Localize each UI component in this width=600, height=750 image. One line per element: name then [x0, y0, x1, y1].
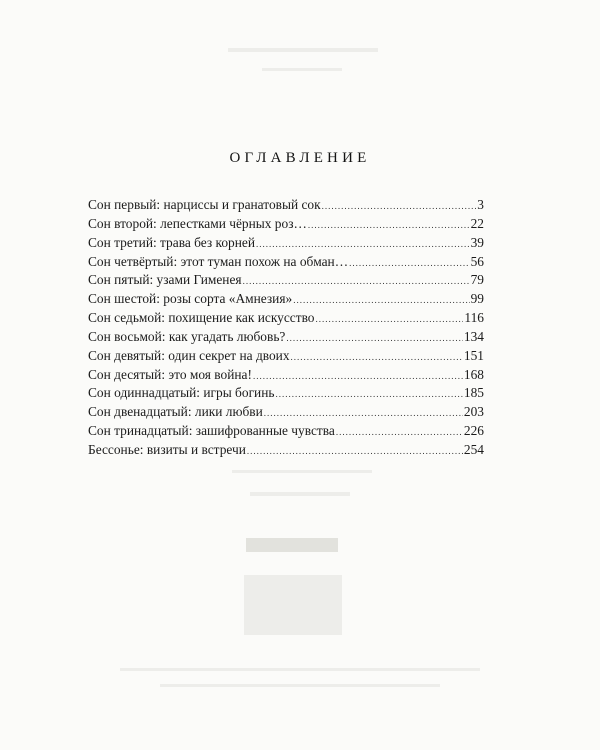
toc-entry — [88, 253, 484, 272]
show-through-barcode — [244, 575, 342, 635]
toc-leader — [293, 291, 469, 310]
toc-leader — [336, 423, 463, 442]
toc-entry-title: Сон первый: нарциссы и гранатовый сок — [88, 197, 321, 212]
toc-entry-page: 254 — [463, 441, 484, 457]
toc-entry-title: Сон шестой: розы сорта «Амнезия» — [88, 291, 293, 307]
toc-entry — [88, 309, 484, 328]
toc-entry-title: Сон десятый: это моя война! — [88, 366, 252, 382]
toc-entry-page: 151 — [463, 347, 484, 363]
toc-leader — [247, 442, 463, 461]
toc-entry — [88, 347, 484, 366]
toc-entry — [88, 328, 484, 347]
toc-entry-title: Сон восьмой: как угадать любовь? — [88, 328, 286, 344]
toc-entry-title: Сон тринадцатый: зашифрованные чувства — [88, 423, 335, 439]
toc-leader — [308, 216, 470, 235]
toc-leader — [286, 329, 463, 348]
toc-entry — [88, 441, 484, 460]
toc-entry-page: 134 — [463, 328, 484, 344]
toc-leader — [316, 310, 464, 329]
toc-entry-page: 203 — [463, 404, 484, 420]
toc-entry-title: Сон второй: лепестками чёрных роз… — [88, 215, 307, 231]
toc-entry — [88, 290, 484, 309]
toc-entry — [88, 215, 484, 234]
toc-entry-page: 116 — [464, 310, 484, 326]
toc-entry-title: Бессонье: визиты и встречи — [88, 441, 246, 457]
page-title: оглавление — [229, 143, 371, 167]
toc-entry — [88, 384, 484, 403]
show-through-mid-2 — [250, 492, 350, 496]
toc-entry-page: 168 — [463, 366, 484, 382]
toc-entry-page: 185 — [463, 385, 484, 401]
toc-entry — [88, 366, 484, 385]
toc-leader — [253, 367, 463, 386]
toc-leader — [264, 404, 463, 423]
toc-entry-title: Сон седьмой: похищение как искусство — [88, 310, 315, 326]
show-through-mid — [232, 470, 372, 473]
table-of-contents — [88, 196, 484, 460]
toc-leader — [322, 197, 477, 216]
toc-leader — [243, 272, 470, 291]
toc-entry — [88, 271, 484, 290]
show-through-top-2 — [262, 68, 342, 71]
toc-entry-title: Сон одиннадцатый: игры богинь — [88, 385, 275, 401]
show-through-logo — [246, 538, 338, 552]
toc-entry-page: 22 — [470, 215, 484, 231]
toc-entry-page: 99 — [470, 291, 484, 307]
toc-entry — [88, 403, 484, 422]
toc-entry — [88, 234, 484, 253]
toc-entry — [88, 422, 484, 441]
toc-leader — [276, 385, 463, 404]
toc-entry-title: Сон двенадцатый: лики любви — [88, 404, 263, 420]
toc-entry-title: Сон девятый: один секрет на двоих — [88, 347, 290, 363]
toc-entry-title: Сон четвёртый: этот туман похож на обман… — [88, 253, 349, 269]
toc-entry-page: 3 — [477, 197, 484, 212]
toc-leader — [291, 348, 463, 367]
toc-leader — [256, 235, 470, 254]
toc-entry-page: 226 — [463, 423, 484, 439]
show-through-bottom-2 — [160, 684, 440, 687]
show-through-bottom — [120, 668, 480, 671]
toc-entry-page: 56 — [470, 253, 484, 269]
toc-entry-title: Сон третий: трава без корней — [88, 234, 256, 250]
show-through-top — [228, 48, 378, 52]
toc-leader — [349, 254, 470, 273]
toc-entry — [88, 196, 484, 215]
toc-entry-page: 79 — [470, 272, 484, 288]
toc-entry-page: 39 — [470, 234, 484, 250]
toc-entry-title: Сон пятый: узами Гименея — [88, 272, 242, 288]
